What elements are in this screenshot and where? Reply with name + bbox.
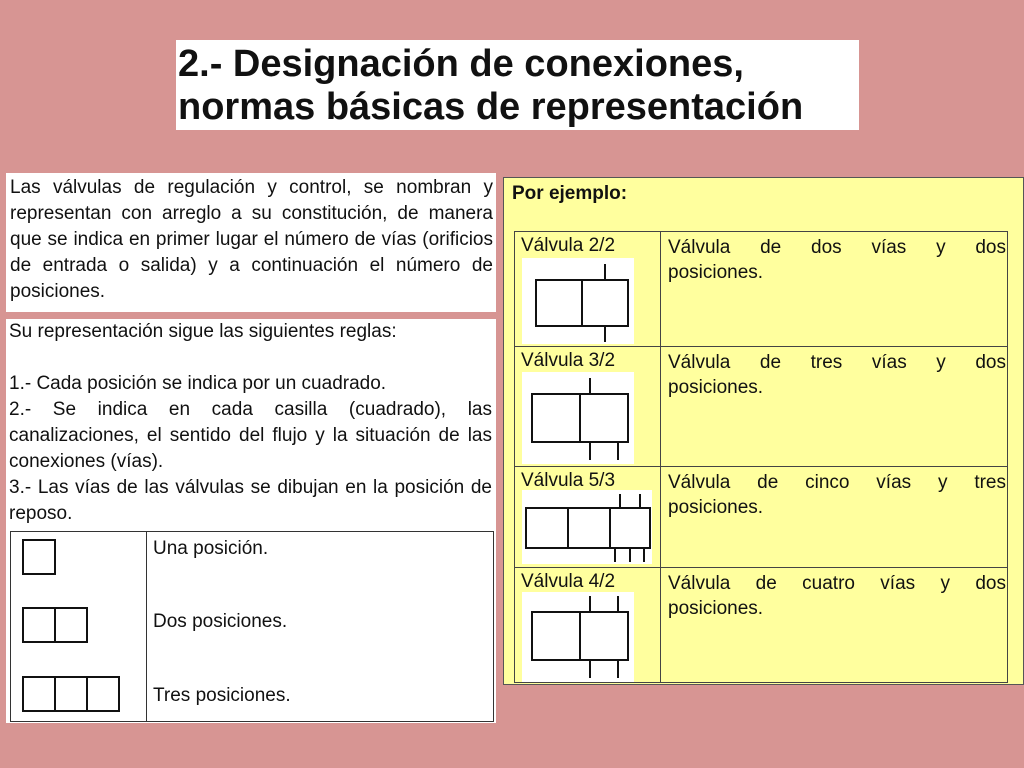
rules-heading: Su representación sigue las siguientes reglas: (9, 321, 397, 342)
valve-5-3-desc-line2: posiciones. (668, 497, 764, 518)
valve-2-2-desc-line2: posiciones. (668, 262, 764, 283)
rule-item-3: 3.- Las vías de las válvulas se dibujan en la posición de reposo. (9, 477, 492, 524)
valve-3-2-desc-line2: posiciones. (668, 377, 764, 398)
valve-2-2-symbol (522, 258, 634, 344)
valve-examples-table (514, 231, 1008, 683)
valve-4-2-desc-line2: posiciones. (668, 598, 764, 619)
valve-4-2-symbol (522, 592, 634, 682)
valve-2-2-name: Válvula 2/2 (521, 235, 616, 256)
valve-4-2-name: Válvula 4/2 (521, 571, 616, 592)
title-line-2: normas básicas de representación (178, 86, 804, 128)
valve-3-2-symbol (522, 372, 634, 464)
valve-3-2-name: Válvula 3/2 (521, 350, 616, 371)
rule-item-2: 2.- Se indica en cada casilla (cuadrado), las canalizaciones, el sentido del flujo y la situación de las conexiones (vías). (9, 399, 492, 472)
positions-table-divider (146, 532, 147, 721)
valve-3-2-desc-line1: Válvula de tres vías y dos (668, 352, 1006, 373)
valve-2-2-description (668, 235, 1006, 285)
valve-table-divider (660, 232, 661, 682)
intro-paragraph: Las válvulas de regulación y control, se nombran y representan con arreglo a su constitución, de manera que se indica en primer lugar el número de vías (orificios de entrada o salida) y a continuación el número de posiciones. (6, 173, 496, 312)
valve-5-3-name: Válvula 5/3 (521, 470, 616, 491)
three-positions-symbol (21, 675, 136, 715)
valve-3-2-description (668, 350, 1006, 400)
positions-table (10, 531, 494, 722)
rule-item-1: 1.- Cada posición se indica por un cuadrado. (9, 373, 387, 394)
one-position-symbol (21, 538, 61, 578)
two-positions-label: Dos posiciones. (153, 611, 288, 632)
one-position-label: Una posición. (153, 538, 269, 559)
valve-row-divider (515, 466, 1007, 467)
slide-title (176, 40, 859, 130)
example-heading: Por ejemplo: (512, 183, 628, 204)
valve-row-divider (515, 567, 1007, 568)
valve-5-3-description (668, 470, 1006, 520)
valve-4-2-description (668, 571, 1006, 621)
two-positions-symbol (21, 606, 101, 646)
valve-5-3-symbol (522, 490, 652, 564)
valve-5-3-desc-line1: Válvula de cinco vías y tres (668, 472, 1006, 493)
valve-2-2-desc-line1: Válvula de dos vías y dos (668, 237, 1006, 258)
valve-row-divider (515, 346, 1007, 347)
title-line-1: 2.- Designación de conexiones, (178, 43, 744, 85)
valve-4-2-desc-line1: Válvula de cuatro vías y dos (668, 573, 1006, 594)
three-positions-label: Tres posiciones. (153, 685, 291, 706)
example-panel (503, 177, 1024, 685)
